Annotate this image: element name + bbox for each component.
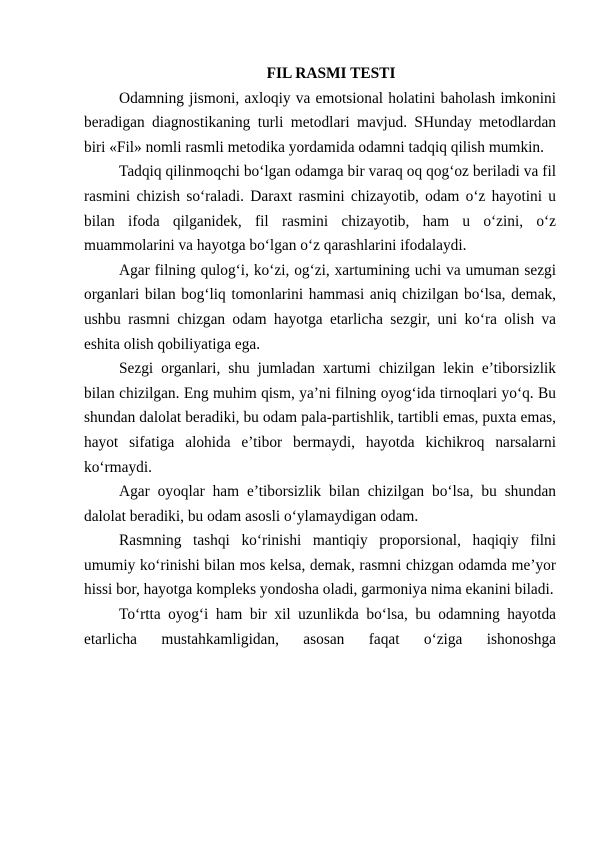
paragraph-7: To‘rtta oyog‘i ham bir xil uzunlikda bo‘lsa, bu odamning hayotda etarlicha mustahkamligidan, asosan faqat o‘ziga ishonoshga [84,606,556,648]
paragraph-5: Agar oyoqlar ham e’tiborsizlik bilan chizilgan bo‘lsa, bu shundan dalolat beradiki, bu odam asosli o‘ylamaydigan odam. [84,483,556,525]
paragraph-4: Sezgi organlari, shu jumladan xartumi chizilgan lekin e’tiborsizlik bilan chizilgan. Eng muhim qism, ya’ni filning oyog‘ida tirnoqlari yo‘q. Bu shundan dalolat beradiki, bu odam pala-partishlik, tartibli emas, puxta emas, hayot sifatiga alohida e’tibor bermaydi, hayotda kichikroq narsalarni ko‘rmaydi. [84,360,556,476]
paragraph-1: Odamning jismoni, axloqiy va emotsional holatini baholash imkonini beradigan diagnostikaning turli metodlari mavjud. SHunday metodlardan biri «Fil» nomli rasmli metodika yordamida odamni tadqiq qilish mumkin. [84,89,556,156]
paragraph-6: Rasmning tashqi ko‘rinishi mantiqiy proporsional, haqiqiy filni umumiy ko‘rinishi bilan mos kelsa, demak, rasmni chizgan odamda me’yor hissi bor, hayotga kompleks yondosha oladi, garmoniya nima ekanini biladi. [84,532,556,599]
document-body [84,62,556,652]
paragraph-2: Tadqiq qilinmoqchi bo‘lgan odamga bir varaq oq qog‘oz beriladi va fil rasmini chizish so‘raladi. Daraxt rasmini chizayotib, odam o‘z hayotini u bilan ifoda qilganidek, fil rasmini chizayotib, ham u o‘zini, o‘z muammolarini va hayotga bo‘lgan o‘z qarashlarini ifodalaydi. [84,163,556,255]
document-title: FIL RASMI TESTI [266,65,396,82]
paragraph-3: Agar filning qulog‘i, ko‘zi, og‘zi, xartumining uchi va umuman sezgi organlari bilan bog‘liq tomonlarini hammasi aniq chizilgan bo‘lsa, demak, ushbu rasmni chizgan odam hayotga etarlicha sezgir, uni ko‘ra olish va eshita olish qobiliyatiga ega. [84,261,556,353]
